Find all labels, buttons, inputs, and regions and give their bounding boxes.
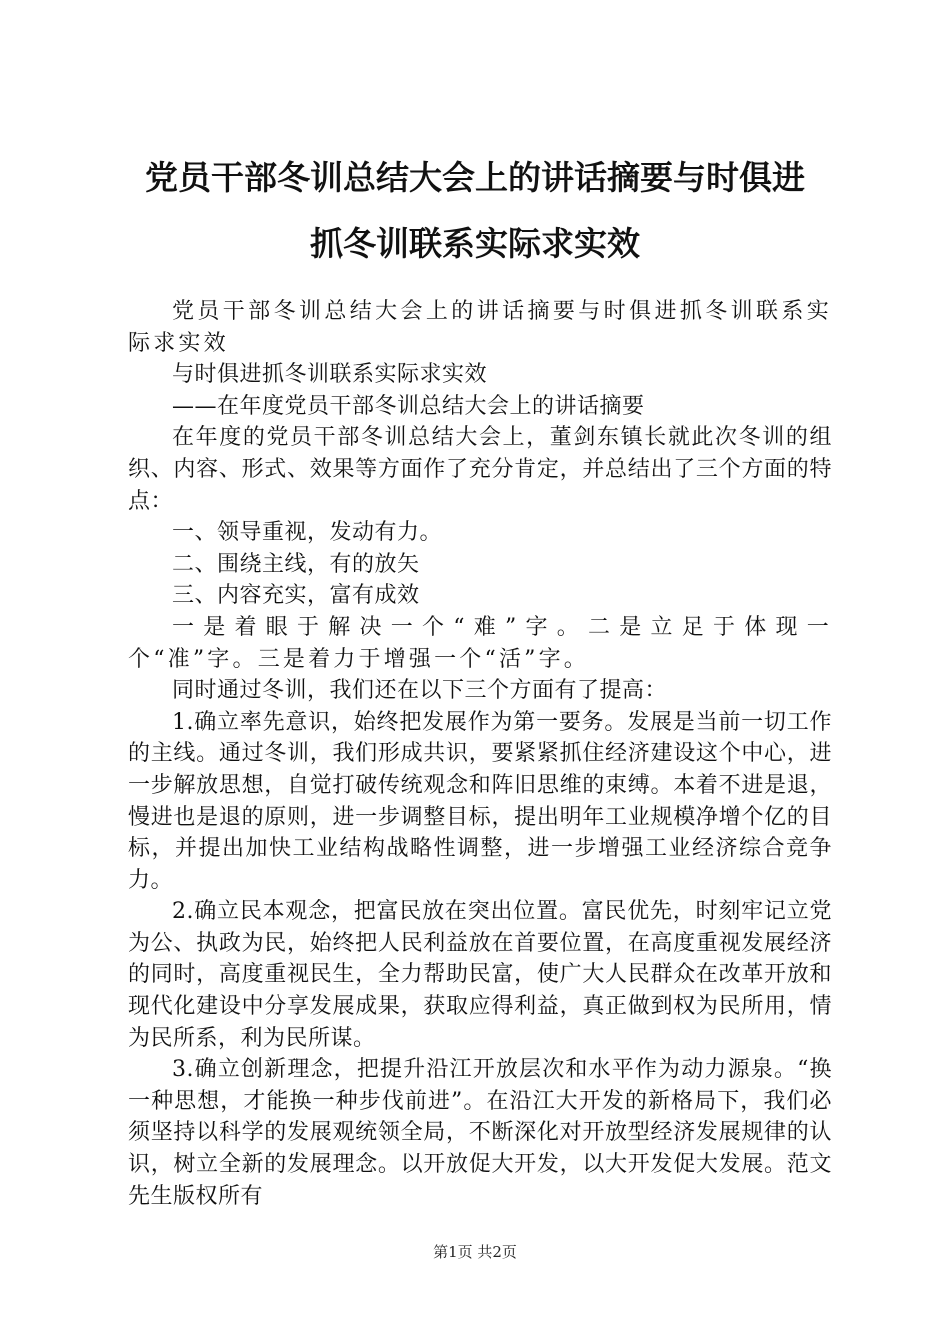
paragraph-subtitle: 与时俱进抓冬训联系实际求实效 <box>172 362 488 388</box>
paragraph-improvement-2: 2.确立民本观念，把富民放在突出位置。富民优先，时刻牢记立党为公、执政为民，始终把人民利益放在首要位置，在高度重视发展经济的同时，高度重视民生，全力帮助民富，使广大人民群众在改革开放和现代化建设中分享发展成果，获取应得利益，真正做到权为民所用，情为民所系，利为民所谋。 <box>128 899 832 1051</box>
document-title-line-2: 抓冬训联系实际求实效 <box>310 224 640 263</box>
paragraph-three-aspects: 一是着眼于解决一个“难”字。二是立足于体现一个“准”字。三是着力于增强一个“活”字。 <box>128 614 832 672</box>
paragraph-improvement-3: 3.确立创新理念，把提升沿江开放层次和水平作为动力源泉。“换一种思想，才能换一种步伐前进”。在沿江大开发的新格局下，我们必须坚持以科学的发展观统领全局，不断深化对开放型经济发展规律的认识，树立全新的发展理念。以开放促大开发，以大开发促大发展。范文先生版权所有 <box>128 1057 832 1209</box>
paragraph-point-1: 一、领导重视，发动有力。 <box>172 520 443 546</box>
document-title-line-1: 党员干部冬训总结大会上的讲话摘要与时俱进 <box>145 158 805 197</box>
paragraph-summary: 在年度的党员干部冬训总结大会上，董剑东镇长就此次冬训的组织、内容、形式、效果等方面作了充分肯定，并总结出了三个方面的特点： <box>128 425 832 514</box>
paragraph-subtitle-note: ——在年度党员干部冬训总结大会上的讲话摘要 <box>172 393 645 419</box>
page-number-footer: 第1页 共2页 <box>433 1243 517 1261</box>
document-body <box>128 296 832 1212</box>
paragraph-point-2: 二、围绕主线，有的放矢 <box>172 551 420 577</box>
paragraph-improvements-intro: 同时通过冬训，我们还在以下三个方面有了提高： <box>172 678 668 704</box>
paragraph-point-3: 三、内容充实，富有成效 <box>172 583 420 609</box>
paragraph-improvement-1: 1.确立率先意识，始终把发展作为第一要务。发展是当前一切工作的主线。通过冬训，我们形成共识，要紧紧抓住经济建设这个中心，进一步解放思想，自觉打破传统观念和阵旧思维的束缚。本着不进是退，慢进也是退的原则，进一步调整目标，提出明年工业规模净增个亿的目标，并提出加快工业结构战略性调整，进一步增强工业经济综合竞争力。 <box>128 709 832 893</box>
paragraph-intro-title: 党员干部冬训总结大会上的讲话摘要与时俱进抓冬训联系实际求实效 <box>128 299 832 356</box>
